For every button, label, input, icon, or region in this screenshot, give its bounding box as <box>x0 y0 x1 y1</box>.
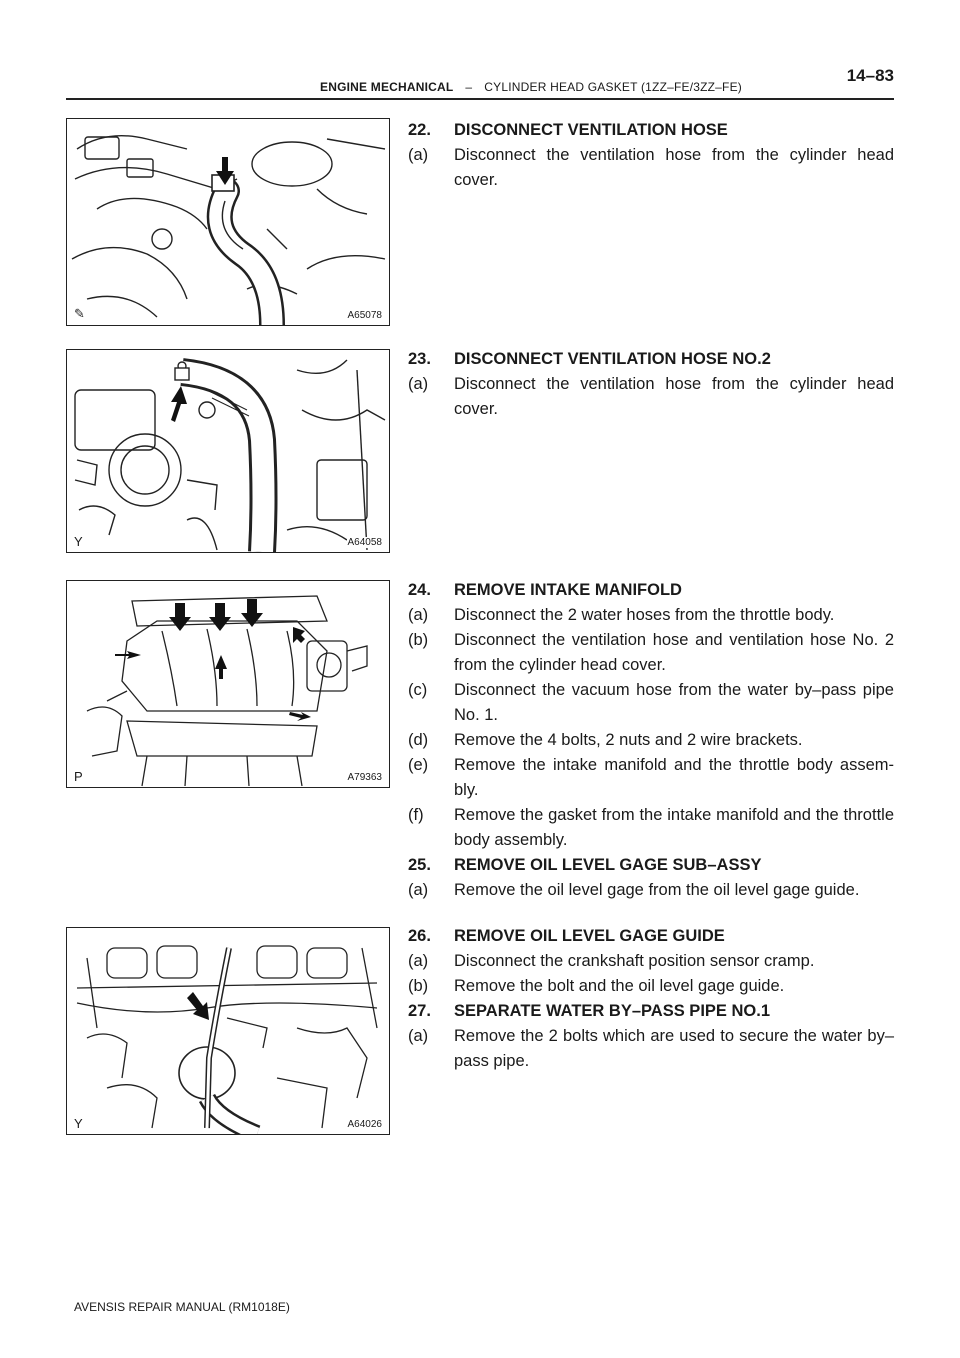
step-number: 23. <box>408 350 431 368</box>
header-rule <box>66 98 894 100</box>
substep-text: Disconnect the 2 water hoses from the throttle body. <box>454 606 835 624</box>
engine-illustration <box>67 581 389 787</box>
figure-mark: ✎ <box>74 306 85 321</box>
figure-code: A65078 <box>347 310 382 321</box>
substep-label: (a) <box>408 606 429 624</box>
substep-label: (a) <box>408 146 429 164</box>
figure-mark: Y <box>74 534 83 549</box>
substep-label: (a) <box>408 881 429 899</box>
substep <box>408 628 894 678</box>
substep <box>408 1024 894 1074</box>
figure-code: A64058 <box>347 537 382 548</box>
step-heading <box>408 118 894 143</box>
substep-text: Disconnect the crankshaft position sensor cramp. <box>454 952 815 970</box>
substep-label: (c) <box>408 681 428 699</box>
substep-label: (a) <box>408 1027 429 1045</box>
step-27-heading <box>408 999 894 1024</box>
substep <box>408 678 894 728</box>
substep-label: (a) <box>408 375 429 393</box>
header-title <box>320 80 742 94</box>
substep-text: Remove the bolt and the oil level gage guide. <box>454 977 785 995</box>
step-number: 22. <box>408 121 431 139</box>
header-separator: – <box>465 80 473 94</box>
substep-text: Remove the 4 bolts, 2 nuts and 2 wire brackets. <box>454 731 803 749</box>
figure-ventilation-hose <box>66 118 390 326</box>
step-title: SEPARATE WATER BY–PASS PIPE NO.1 <box>454 1002 771 1020</box>
substep-label: (b) <box>408 631 429 649</box>
figure-code: A64026 <box>347 1119 382 1130</box>
step-heading <box>408 924 894 949</box>
figure-oil-level-gage-guide <box>66 927 390 1135</box>
substep-text: Remove the intake manifold and the throttle body assem- bly. <box>454 756 894 799</box>
figure-mark: Y <box>74 1116 83 1131</box>
engine-illustration <box>67 928 389 1134</box>
page-footer: AVENSIS REPAIR MANUAL (RM1018E) <box>74 1300 290 1314</box>
step-title: DISCONNECT VENTILATION HOSE NO.2 <box>454 350 771 368</box>
substep-label: (a) <box>408 952 429 970</box>
step-24 <box>408 578 894 903</box>
substep <box>408 878 894 903</box>
step-22 <box>408 118 894 193</box>
substep-text: Disconnect the ventilation hose and ventilation hose No. 2 from the cylinder head cover. <box>454 631 894 674</box>
substep <box>408 753 894 803</box>
step-heading <box>408 347 894 372</box>
engine-illustration <box>67 350 389 552</box>
substep-label: (d) <box>408 731 429 749</box>
step-number: 26. <box>408 927 431 945</box>
step-number: 27. <box>408 1002 431 1020</box>
substep <box>408 803 894 853</box>
figure-mark: P <box>74 769 83 784</box>
substep <box>408 728 894 753</box>
step-title: REMOVE OIL LEVEL GAGE SUB–ASSY <box>454 856 762 874</box>
figure-ventilation-hose-no2 <box>66 349 390 553</box>
step-26 <box>408 924 894 1074</box>
step-heading <box>408 578 894 603</box>
step-25-heading <box>408 853 894 878</box>
step-title: DISCONNECT VENTILATION HOSE <box>454 121 728 139</box>
substep <box>408 603 894 628</box>
substep <box>408 949 894 974</box>
engine-illustration <box>67 119 389 325</box>
substep-text: Disconnect the ventilation hose from the cylinder head cover. <box>454 146 894 189</box>
substep-text: Disconnect the ventilation hose from the cylinder head cover. <box>454 375 894 418</box>
substep <box>408 372 894 422</box>
substep-text: Disconnect the vacuum hose from the water by–pass pipe No. 1. <box>454 681 894 724</box>
step-number: 24. <box>408 581 431 599</box>
substep-label: (e) <box>408 756 429 774</box>
step-title: REMOVE INTAKE MANIFOLD <box>454 581 682 599</box>
step-title: REMOVE OIL LEVEL GAGE GUIDE <box>454 927 725 945</box>
page-number: 14–83 <box>846 66 894 85</box>
figure-code: A79363 <box>347 772 382 783</box>
substep-label: (f) <box>408 806 424 824</box>
step-number: 25. <box>408 856 431 874</box>
page-header <box>66 60 894 102</box>
substep <box>408 974 894 999</box>
header-section: ENGINE MECHANICAL <box>320 80 454 94</box>
substep-label: (b) <box>408 977 429 995</box>
header-topic: CYLINDER HEAD GASKET (1ZZ–FE/3ZZ–FE) <box>484 80 742 94</box>
figure-intake-manifold <box>66 580 390 788</box>
substep-text: Remove the gasket from the intake manifold and the throttle body assembly. <box>454 806 894 849</box>
substep-text: Remove the 2 bolts which are used to secure the water by–pass pipe. <box>454 1027 894 1070</box>
substep <box>408 143 894 193</box>
substep-text: Remove the oil level gage from the oil level gage guide. <box>454 881 860 899</box>
step-23 <box>408 347 894 422</box>
